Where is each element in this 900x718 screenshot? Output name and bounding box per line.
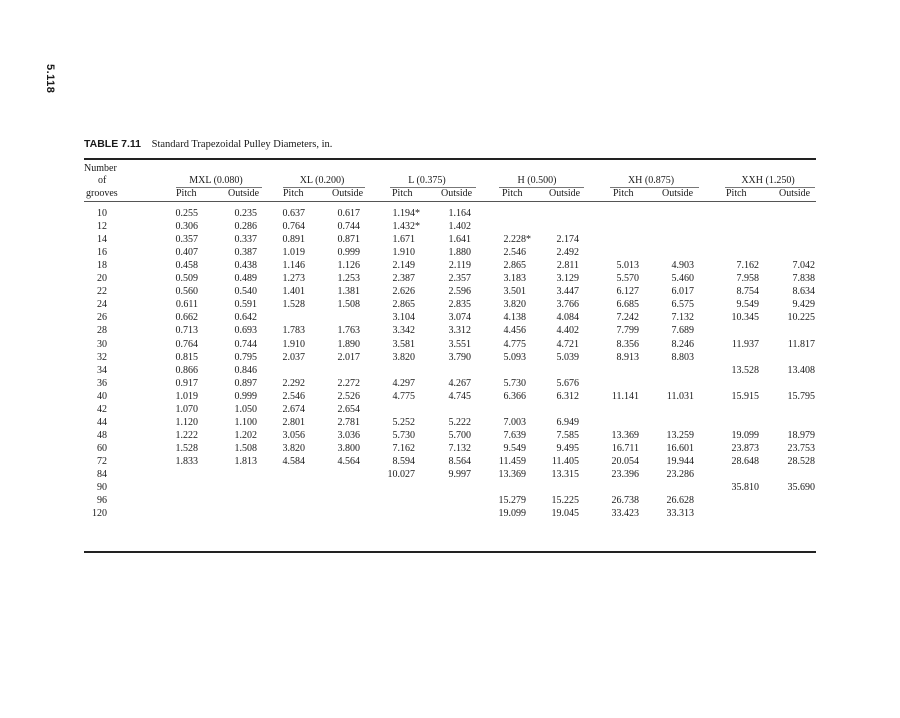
table-cell: 5.730: [392, 430, 415, 441]
table-cell: 11.405: [551, 456, 579, 467]
table-cell: 7.162: [392, 443, 415, 454]
groove-count: 42: [97, 404, 107, 415]
table-cell: 16.601: [666, 443, 694, 454]
table-cell: 1.880: [448, 247, 471, 258]
table-cell: 3.129: [556, 273, 579, 284]
table-cell: 7.585: [556, 430, 579, 441]
table-cell: 1.833: [175, 456, 198, 467]
table-cell: 13.369: [498, 469, 526, 480]
table-cell: 0.866: [175, 365, 198, 376]
table-cell: 9.549: [736, 299, 759, 310]
groove-count: 84: [97, 469, 107, 480]
column-group-header: H (0.500): [517, 175, 557, 186]
pitch-header: Pitch: [502, 188, 523, 199]
pitch-header: Pitch: [283, 188, 304, 199]
table-cell: 33.423: [611, 508, 639, 519]
table-cell: 3.036: [337, 430, 360, 441]
table-cell: 2.835: [448, 299, 471, 310]
table-top-rule: [84, 158, 816, 160]
groove-count: 90: [97, 482, 107, 493]
table-cell: 11.141: [611, 391, 639, 402]
table-cell: 2.149: [392, 260, 415, 271]
groove-count: 96: [97, 495, 107, 506]
table-cell: 0.897: [234, 378, 257, 389]
table-cell: 9.429: [792, 299, 815, 310]
table-cell: 6.949: [556, 417, 579, 428]
table-cell: 3.551: [448, 339, 471, 350]
table-cell: 0.540: [234, 286, 257, 297]
groove-count: 18: [97, 260, 107, 271]
table-cell: 11.817: [787, 339, 815, 350]
table-cell: 5.252: [392, 417, 415, 428]
table-cell: 8.564: [448, 456, 471, 467]
table-cell: 7.132: [671, 312, 694, 323]
table-cell: 1.381: [337, 286, 360, 297]
table-cell: 23.753: [787, 443, 815, 454]
table-cell: 2.781: [337, 417, 360, 428]
table-cell: 1.019: [175, 391, 198, 402]
outside-header: Outside: [332, 188, 364, 199]
table-cell: 0.795: [234, 352, 257, 363]
table-cell: 8.246: [671, 339, 694, 350]
table-cell: 4.775: [392, 391, 415, 402]
table-cell: 4.584: [282, 456, 305, 467]
table-cell: 6.575: [671, 299, 694, 310]
table-cell: 3.800: [337, 443, 360, 454]
groove-count: 28: [97, 325, 107, 336]
table-cell: 2.292: [282, 378, 305, 389]
table-cell: 4.456: [503, 325, 526, 336]
table-cell: 5.039: [556, 352, 579, 363]
table-cell: 2.546: [503, 247, 526, 258]
table-cell: 1.528: [282, 299, 305, 310]
table-cell: 13.259: [666, 430, 694, 441]
table-cell: 19.045: [551, 508, 579, 519]
table-cell: 5.730: [503, 378, 526, 389]
table-cell: 4.402: [556, 325, 579, 336]
table-cell: 9.495: [556, 443, 579, 454]
table-cell: 4.721: [556, 339, 579, 350]
row-header-line: of: [98, 175, 107, 186]
groove-count: 32: [97, 352, 107, 363]
table-cell: 0.337: [234, 234, 257, 245]
table-cell: 0.917: [175, 378, 198, 389]
table-cell: 7.689: [671, 325, 694, 336]
table-cell: 6.366: [503, 391, 526, 402]
table-cell: 26.628: [666, 495, 694, 506]
table-cell: 0.871: [337, 234, 360, 245]
table-cell: 1.671: [392, 234, 415, 245]
table-cell: 1.146: [282, 260, 305, 271]
table-cell: 19.099: [731, 430, 759, 441]
table-cell: 7.799: [616, 325, 639, 336]
table-cell: 1.508: [337, 299, 360, 310]
table-cell: 15.225: [551, 495, 579, 506]
table-cell: 1.910: [392, 247, 415, 258]
table-cell: 19.099: [498, 508, 526, 519]
outside-header: Outside: [779, 188, 811, 199]
pitch-header: Pitch: [726, 188, 747, 199]
table-cell: 0.846: [234, 365, 257, 376]
table-cell: 1.890: [337, 339, 360, 350]
table-cell: 18.979: [787, 430, 815, 441]
table-cell: 3.447: [556, 286, 579, 297]
table-cell: 1.763: [337, 325, 360, 336]
table-cell: 2.387: [392, 273, 415, 284]
table-cell: 11.459: [498, 456, 526, 467]
table-cell: 0.764: [175, 339, 198, 350]
outside-header: Outside: [549, 188, 581, 199]
table-cell: 2.865: [503, 260, 526, 271]
table-cell: 3.790: [448, 352, 471, 363]
column-group-header: XH (0.875): [627, 175, 675, 186]
table-cell: 2.801: [282, 417, 305, 428]
outside-header: Outside: [441, 188, 473, 199]
table-cell: 0.891: [282, 234, 305, 245]
table-cell: 0.744: [234, 339, 257, 350]
table-cell: 4.084: [556, 312, 579, 323]
table-bottom-rule: [84, 551, 816, 553]
table-cell: 0.617: [337, 208, 360, 219]
table-cell: 4.297: [392, 378, 415, 389]
table-cell: 7.242: [616, 312, 639, 323]
table-cell: 0.306: [175, 221, 198, 232]
table-cell: 0.642: [234, 312, 257, 323]
table-cell: 11.031: [666, 391, 694, 402]
column-group-header: MXL (0.080): [189, 175, 243, 186]
outside-header: Outside: [228, 188, 260, 199]
table-cell: 5.676: [556, 378, 579, 389]
table-cell: 1.402: [448, 221, 471, 232]
table-cell: 8.634: [792, 286, 815, 297]
table-cell: 6.017: [671, 286, 694, 297]
table-cell: 2.811: [556, 260, 579, 271]
table-cell: 15.795: [787, 391, 815, 402]
table-cell: 1.100: [234, 417, 257, 428]
table-cell: 0.693: [234, 325, 257, 336]
table-cell: 2.546: [282, 391, 305, 402]
table-cell: 0.713: [175, 325, 198, 336]
table-cell: 28.528: [787, 456, 815, 467]
table-cell: 2.174: [556, 234, 579, 245]
table-cell: 5.093: [503, 352, 526, 363]
table-cell: 0.357: [175, 234, 198, 245]
table-cell: 11.937: [731, 339, 759, 350]
table-cell: 3.820: [392, 352, 415, 363]
table-cell: 0.637: [282, 208, 305, 219]
table-cell: 2.626: [392, 286, 415, 297]
table-cell: 28.648: [731, 456, 759, 467]
table-number: TABLE 7.11: [84, 138, 141, 150]
table-cell: 6.685: [616, 299, 639, 310]
groove-count: 14: [97, 234, 107, 245]
table-cell: 1.910: [282, 339, 305, 350]
table-cell: 0.458: [175, 260, 198, 271]
table-caption: [84, 138, 332, 150]
table-cell: 9.549: [503, 443, 526, 454]
table-cell: 1.813: [234, 456, 257, 467]
pitch-header: Pitch: [392, 188, 413, 199]
table-cell: 8.754: [736, 286, 759, 297]
table-cell: 1.273: [282, 273, 305, 284]
table-cell: 35.810: [731, 482, 759, 493]
table-cell: 13.528: [731, 365, 759, 376]
table-cell: 0.560: [175, 286, 198, 297]
table-cell: 23.396: [611, 469, 639, 480]
table-cell: 3.312: [448, 325, 471, 336]
table-cell: 3.820: [282, 443, 305, 454]
table-cell: 7.003: [503, 417, 526, 428]
table-cell: 10.345: [731, 312, 759, 323]
table-cell: 4.775: [503, 339, 526, 350]
groove-count: 10: [97, 208, 107, 219]
table-title: Standard Trapezoidal Pulley Diameters, in.: [151, 139, 333, 150]
table-cell: 1.508: [234, 443, 257, 454]
table-cell: 2.492: [556, 247, 579, 258]
table-cell: 7.042: [792, 260, 815, 271]
table-cell: 8.356: [616, 339, 639, 350]
table-cell: 0.611: [175, 299, 198, 310]
table-cell: 2.865: [392, 299, 415, 310]
table-cell: 2.654: [337, 404, 360, 415]
table-cell: 0.999: [234, 391, 257, 402]
table-cell: 3.581: [392, 339, 415, 350]
groove-count: 20: [97, 273, 107, 284]
table-cell: 20.054: [611, 456, 639, 467]
table-cell: 1.202: [234, 430, 257, 441]
table-cell: 3.074: [448, 312, 471, 323]
table-cell: 0.489: [234, 273, 257, 284]
table-cell: 7.958: [736, 273, 759, 284]
table-cell: 5.700: [448, 430, 471, 441]
table-cell: 7.162: [736, 260, 759, 271]
table-cell: 9.997: [448, 469, 471, 480]
table-cell: 1.641: [448, 234, 471, 245]
table-cell: 10.225: [787, 312, 815, 323]
groove-count: 34: [97, 365, 107, 376]
table-cell: 8.803: [671, 352, 694, 363]
page-number: 5.118: [44, 64, 56, 94]
table-cell: 13.408: [787, 365, 815, 376]
table-cell: 1.528: [175, 443, 198, 454]
table-cell: 3.820: [503, 299, 526, 310]
table-cell: 3.104: [392, 312, 415, 323]
table-cell: 0.286: [234, 221, 257, 232]
table-cell: 8.913: [616, 352, 639, 363]
table-cell: 1.019: [282, 247, 305, 258]
groove-count: 26: [97, 312, 107, 323]
groove-count: 72: [97, 456, 107, 467]
table-cell: 2.119: [448, 260, 471, 271]
table-cell: 1.050: [234, 404, 257, 415]
table-cell: 6.127: [616, 286, 639, 297]
table-cell: 0.815: [175, 352, 198, 363]
table-cell: 2.017: [337, 352, 360, 363]
groove-count: 24: [97, 299, 107, 310]
table-cell: 1.164: [448, 208, 471, 219]
table-cell: 10.027: [387, 469, 415, 480]
table-cell: 2.596: [448, 286, 471, 297]
table-cell: 0.509: [175, 273, 198, 284]
column-group-header: XL (0.200): [299, 175, 345, 186]
table-cell: 1.126: [337, 260, 360, 271]
table-cell: 15.915: [731, 391, 759, 402]
table-cell: 5.460: [671, 273, 694, 284]
table-cell: 0.999: [337, 247, 360, 258]
groove-count: 36: [97, 378, 107, 389]
table-cell: 1.432*: [392, 221, 420, 232]
table-cell: 13.369: [611, 430, 639, 441]
table-cell: 3.056: [282, 430, 305, 441]
table-cell: 33.313: [666, 508, 694, 519]
table-cell: 2.272: [337, 378, 360, 389]
table-cell: 19.944: [666, 456, 694, 467]
table-cell: 7.639: [503, 430, 526, 441]
table-cell: 4.138: [503, 312, 526, 323]
column-group-header: L (0.375): [408, 175, 446, 186]
table-cell: 2.037: [282, 352, 305, 363]
groove-count: 12: [97, 221, 107, 232]
table-cell: 0.255: [175, 208, 198, 219]
table-cell: 1.120: [175, 417, 198, 428]
table-cell: 1.401: [282, 286, 305, 297]
table-cell: 0.438: [234, 260, 257, 271]
table-cell: 0.764: [282, 221, 305, 232]
groove-count: 120: [92, 508, 107, 519]
table-cell: 23.873: [731, 443, 759, 454]
table-cell: 1.070: [175, 404, 198, 415]
groove-count: 40: [97, 391, 107, 402]
table-cell: 3.342: [392, 325, 415, 336]
table-cell: 35.690: [787, 482, 815, 493]
groove-count: 60: [97, 443, 107, 454]
table-cell: 3.183: [503, 273, 526, 284]
table-header-rule: [84, 201, 816, 202]
table-cell: 5.570: [616, 273, 639, 284]
table-cell: 0.235: [234, 208, 257, 219]
table-cell: 16.711: [611, 443, 639, 454]
table-cell: 1.222: [175, 430, 198, 441]
table-cell: 26.738: [611, 495, 639, 506]
table-cell: 13.315: [551, 469, 579, 480]
table-cell: 0.407: [175, 247, 198, 258]
table-cell: 6.312: [556, 391, 579, 402]
table-cell: 0.387: [234, 247, 257, 258]
table-cell: 3.766: [556, 299, 579, 310]
row-header-line: grooves: [86, 188, 118, 199]
row-header-line: Number: [84, 163, 117, 174]
groove-count: 44: [97, 417, 107, 428]
table-cell: 1.194*: [392, 208, 420, 219]
table-cell: 7.838: [792, 273, 815, 284]
groove-count: 30: [97, 339, 107, 350]
table-cell: 2.674: [282, 404, 305, 415]
column-group-header: XXH (1.250): [741, 175, 795, 186]
table-cell: 23.286: [666, 469, 694, 480]
groove-count: 22: [97, 286, 107, 297]
table-cell: 5.013: [616, 260, 639, 271]
table-cell: 2.357: [448, 273, 471, 284]
table-cell: 4.564: [337, 456, 360, 467]
table-cell: 7.132: [448, 443, 471, 454]
table-cell: 4.267: [448, 378, 471, 389]
table-cell: 4.745: [448, 391, 471, 402]
table-cell: 3.501: [503, 286, 526, 297]
table-cell: 2.228*: [503, 234, 531, 245]
table-cell: 15.279: [498, 495, 526, 506]
table-cell: 1.783: [282, 325, 305, 336]
pitch-header: Pitch: [176, 188, 197, 199]
pitch-header: Pitch: [613, 188, 634, 199]
table-cell: 1.253: [337, 273, 360, 284]
table-cell: 0.744: [337, 221, 360, 232]
table-cell: 4.903: [671, 260, 694, 271]
table-cell: 0.591: [234, 299, 257, 310]
table-cell: 0.662: [175, 312, 198, 323]
outside-header: Outside: [662, 188, 694, 199]
table-cell: 2.526: [337, 391, 360, 402]
table-cell: 5.222: [448, 417, 471, 428]
groove-count: 48: [97, 430, 107, 441]
groove-count: 16: [97, 247, 107, 258]
table-cell: 8.594: [392, 456, 415, 467]
